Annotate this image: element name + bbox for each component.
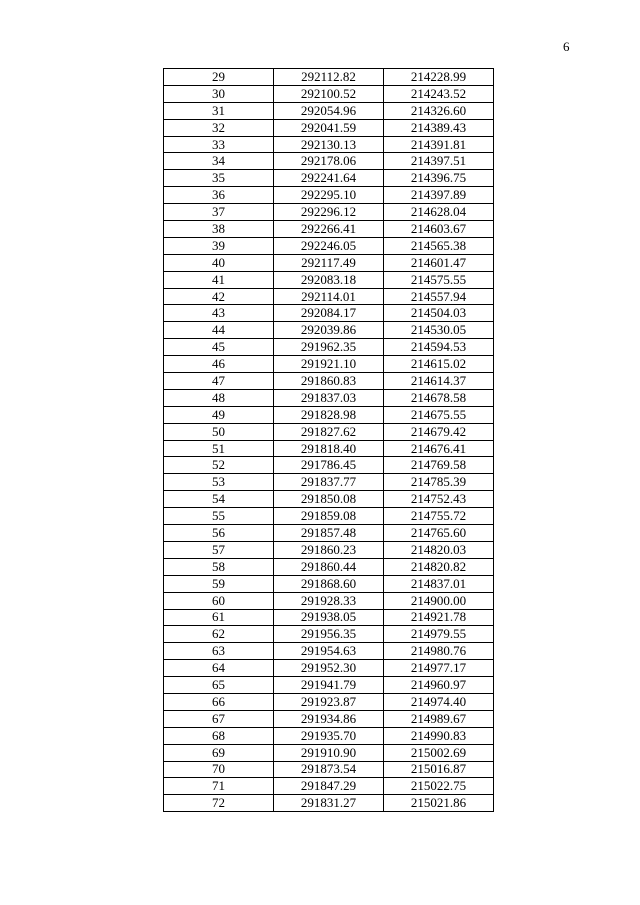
point-number-cell: 71 [164,778,274,795]
y-coordinate-cell: 214679.42 [384,423,494,440]
point-number-cell: 63 [164,643,274,660]
x-coordinate-cell: 291818.40 [274,440,384,457]
y-coordinate-cell: 214397.89 [384,187,494,204]
y-coordinate-cell: 214979.55 [384,626,494,643]
table-row [164,778,494,795]
table-row [164,541,494,558]
table-row [164,254,494,271]
table-row [164,102,494,119]
x-coordinate-cell: 291956.35 [274,626,384,643]
table-row [164,660,494,677]
point-number-cell: 55 [164,508,274,525]
point-number-cell: 37 [164,204,274,221]
y-coordinate-cell: 214675.55 [384,406,494,423]
point-number-cell: 39 [164,237,274,254]
x-coordinate-cell: 292246.05 [274,237,384,254]
y-coordinate-cell: 214755.72 [384,508,494,525]
table-row [164,339,494,356]
table-row [164,592,494,609]
x-coordinate-cell: 292083.18 [274,271,384,288]
x-coordinate-cell: 291837.77 [274,474,384,491]
x-coordinate-cell: 292130.13 [274,136,384,153]
table-row [164,288,494,305]
point-number-cell: 67 [164,710,274,727]
table-row [164,677,494,694]
point-number-cell: 56 [164,525,274,542]
x-coordinate-cell: 291831.27 [274,795,384,812]
point-number-cell: 54 [164,491,274,508]
x-coordinate-cell: 292266.41 [274,221,384,238]
y-coordinate-cell: 214391.81 [384,136,494,153]
x-coordinate-cell: 291827.62 [274,423,384,440]
point-number-cell: 47 [164,373,274,390]
point-number-cell: 51 [164,440,274,457]
point-number-cell: 62 [164,626,274,643]
y-coordinate-cell: 214397.51 [384,153,494,170]
y-coordinate-cell: 215021.86 [384,795,494,812]
table-row [164,389,494,406]
point-number-cell: 33 [164,136,274,153]
table-row [164,744,494,761]
y-coordinate-cell: 214504.03 [384,305,494,322]
table-row [164,457,494,474]
point-number-cell: 64 [164,660,274,677]
table-row [164,237,494,254]
y-coordinate-cell: 214752.43 [384,491,494,508]
y-coordinate-cell: 214243.52 [384,85,494,102]
coordinates-table [163,68,494,812]
x-coordinate-cell: 291847.29 [274,778,384,795]
x-coordinate-cell: 291923.87 [274,693,384,710]
page-number: 6 [563,39,570,54]
point-number-cell: 30 [164,85,274,102]
point-number-cell: 29 [164,69,274,86]
y-coordinate-cell: 214980.76 [384,643,494,660]
table-row [164,305,494,322]
point-number-cell: 53 [164,474,274,491]
x-coordinate-cell: 291934.86 [274,710,384,727]
y-coordinate-cell: 214389.43 [384,119,494,136]
x-coordinate-cell: 291954.63 [274,643,384,660]
y-coordinate-cell: 214628.04 [384,204,494,221]
x-coordinate-cell: 291938.05 [274,609,384,626]
x-coordinate-cell: 291786.45 [274,457,384,474]
table-row [164,558,494,575]
y-coordinate-cell: 214614.37 [384,373,494,390]
point-number-cell: 60 [164,592,274,609]
point-number-cell: 70 [164,761,274,778]
table-row [164,170,494,187]
point-number-cell: 57 [164,541,274,558]
point-number-cell: 46 [164,356,274,373]
y-coordinate-cell: 214565.38 [384,237,494,254]
point-number-cell: 45 [164,339,274,356]
y-coordinate-cell: 214765.60 [384,525,494,542]
x-coordinate-cell: 291860.23 [274,541,384,558]
point-number-cell: 69 [164,744,274,761]
table-row [164,119,494,136]
table-row [164,423,494,440]
y-coordinate-cell: 214900.00 [384,592,494,609]
x-coordinate-cell: 291910.90 [274,744,384,761]
x-coordinate-cell: 291962.35 [274,339,384,356]
x-coordinate-cell: 292117.49 [274,254,384,271]
x-coordinate-cell: 291921.10 [274,356,384,373]
x-coordinate-cell: 291857.48 [274,525,384,542]
y-coordinate-cell: 214785.39 [384,474,494,491]
table-row [164,609,494,626]
table-row [164,508,494,525]
table-row [164,491,494,508]
point-number-cell: 52 [164,457,274,474]
y-coordinate-cell: 214921.78 [384,609,494,626]
table-row [164,322,494,339]
point-number-cell: 72 [164,795,274,812]
y-coordinate-cell: 214977.17 [384,660,494,677]
table-row [164,136,494,153]
x-coordinate-cell: 292084.17 [274,305,384,322]
table-row [164,85,494,102]
y-coordinate-cell: 214228.99 [384,69,494,86]
x-coordinate-cell: 291873.54 [274,761,384,778]
point-number-cell: 65 [164,677,274,694]
y-coordinate-cell: 214601.47 [384,254,494,271]
table-row [164,795,494,812]
x-coordinate-cell: 292100.52 [274,85,384,102]
table-row [164,626,494,643]
y-coordinate-cell: 214530.05 [384,322,494,339]
y-coordinate-cell: 214837.01 [384,575,494,592]
point-number-cell: 43 [164,305,274,322]
y-coordinate-cell: 214326.60 [384,102,494,119]
x-coordinate-cell: 291860.83 [274,373,384,390]
table-row [164,727,494,744]
table-row [164,406,494,423]
x-coordinate-cell: 292041.59 [274,119,384,136]
point-number-cell: 31 [164,102,274,119]
y-coordinate-cell: 215016.87 [384,761,494,778]
x-coordinate-cell: 291935.70 [274,727,384,744]
table-row [164,69,494,86]
point-number-cell: 66 [164,693,274,710]
point-number-cell: 58 [164,558,274,575]
table-row [164,693,494,710]
x-coordinate-cell: 291928.33 [274,592,384,609]
table-row [164,710,494,727]
y-coordinate-cell: 214974.40 [384,693,494,710]
x-coordinate-cell: 292039.86 [274,322,384,339]
point-number-cell: 42 [164,288,274,305]
point-number-cell: 50 [164,423,274,440]
table-row [164,204,494,221]
coordinates-table-body [164,69,494,812]
x-coordinate-cell: 291837.03 [274,389,384,406]
table-row [164,761,494,778]
y-coordinate-cell: 214820.82 [384,558,494,575]
point-number-cell: 48 [164,389,274,406]
y-coordinate-cell: 214769.58 [384,457,494,474]
x-coordinate-cell: 292295.10 [274,187,384,204]
point-number-cell: 68 [164,727,274,744]
y-coordinate-cell: 214575.55 [384,271,494,288]
x-coordinate-cell: 291941.79 [274,677,384,694]
y-coordinate-cell: 214990.83 [384,727,494,744]
table-row [164,643,494,660]
table-row [164,271,494,288]
y-coordinate-cell: 214820.03 [384,541,494,558]
y-coordinate-cell: 215022.75 [384,778,494,795]
x-coordinate-cell: 291860.44 [274,558,384,575]
point-number-cell: 36 [164,187,274,204]
y-coordinate-cell: 214960.97 [384,677,494,694]
y-coordinate-cell: 214594.53 [384,339,494,356]
x-coordinate-cell: 292112.82 [274,69,384,86]
x-coordinate-cell: 291868.60 [274,575,384,592]
table-row [164,474,494,491]
y-coordinate-cell: 214989.67 [384,710,494,727]
x-coordinate-cell: 291952.30 [274,660,384,677]
table-row [164,356,494,373]
y-coordinate-cell: 214603.67 [384,221,494,238]
x-coordinate-cell: 292178.06 [274,153,384,170]
y-coordinate-cell: 214676.41 [384,440,494,457]
x-coordinate-cell: 291859.08 [274,508,384,525]
x-coordinate-cell: 292114.01 [274,288,384,305]
table-row [164,187,494,204]
x-coordinate-cell: 291850.08 [274,491,384,508]
point-number-cell: 38 [164,221,274,238]
point-number-cell: 40 [164,254,274,271]
point-number-cell: 35 [164,170,274,187]
table-row [164,153,494,170]
y-coordinate-cell: 215002.69 [384,744,494,761]
point-number-cell: 34 [164,153,274,170]
point-number-cell: 59 [164,575,274,592]
point-number-cell: 49 [164,406,274,423]
y-coordinate-cell: 214678.58 [384,389,494,406]
y-coordinate-cell: 214557.94 [384,288,494,305]
x-coordinate-cell: 291828.98 [274,406,384,423]
x-coordinate-cell: 292241.64 [274,170,384,187]
point-number-cell: 61 [164,609,274,626]
table-row [164,373,494,390]
table-row [164,221,494,238]
point-number-cell: 32 [164,119,274,136]
x-coordinate-cell: 292054.96 [274,102,384,119]
table-row [164,525,494,542]
table-row [164,440,494,457]
y-coordinate-cell: 214396.75 [384,170,494,187]
table-row [164,575,494,592]
point-number-cell: 44 [164,322,274,339]
y-coordinate-cell: 214615.02 [384,356,494,373]
point-number-cell: 41 [164,271,274,288]
x-coordinate-cell: 292296.12 [274,204,384,221]
